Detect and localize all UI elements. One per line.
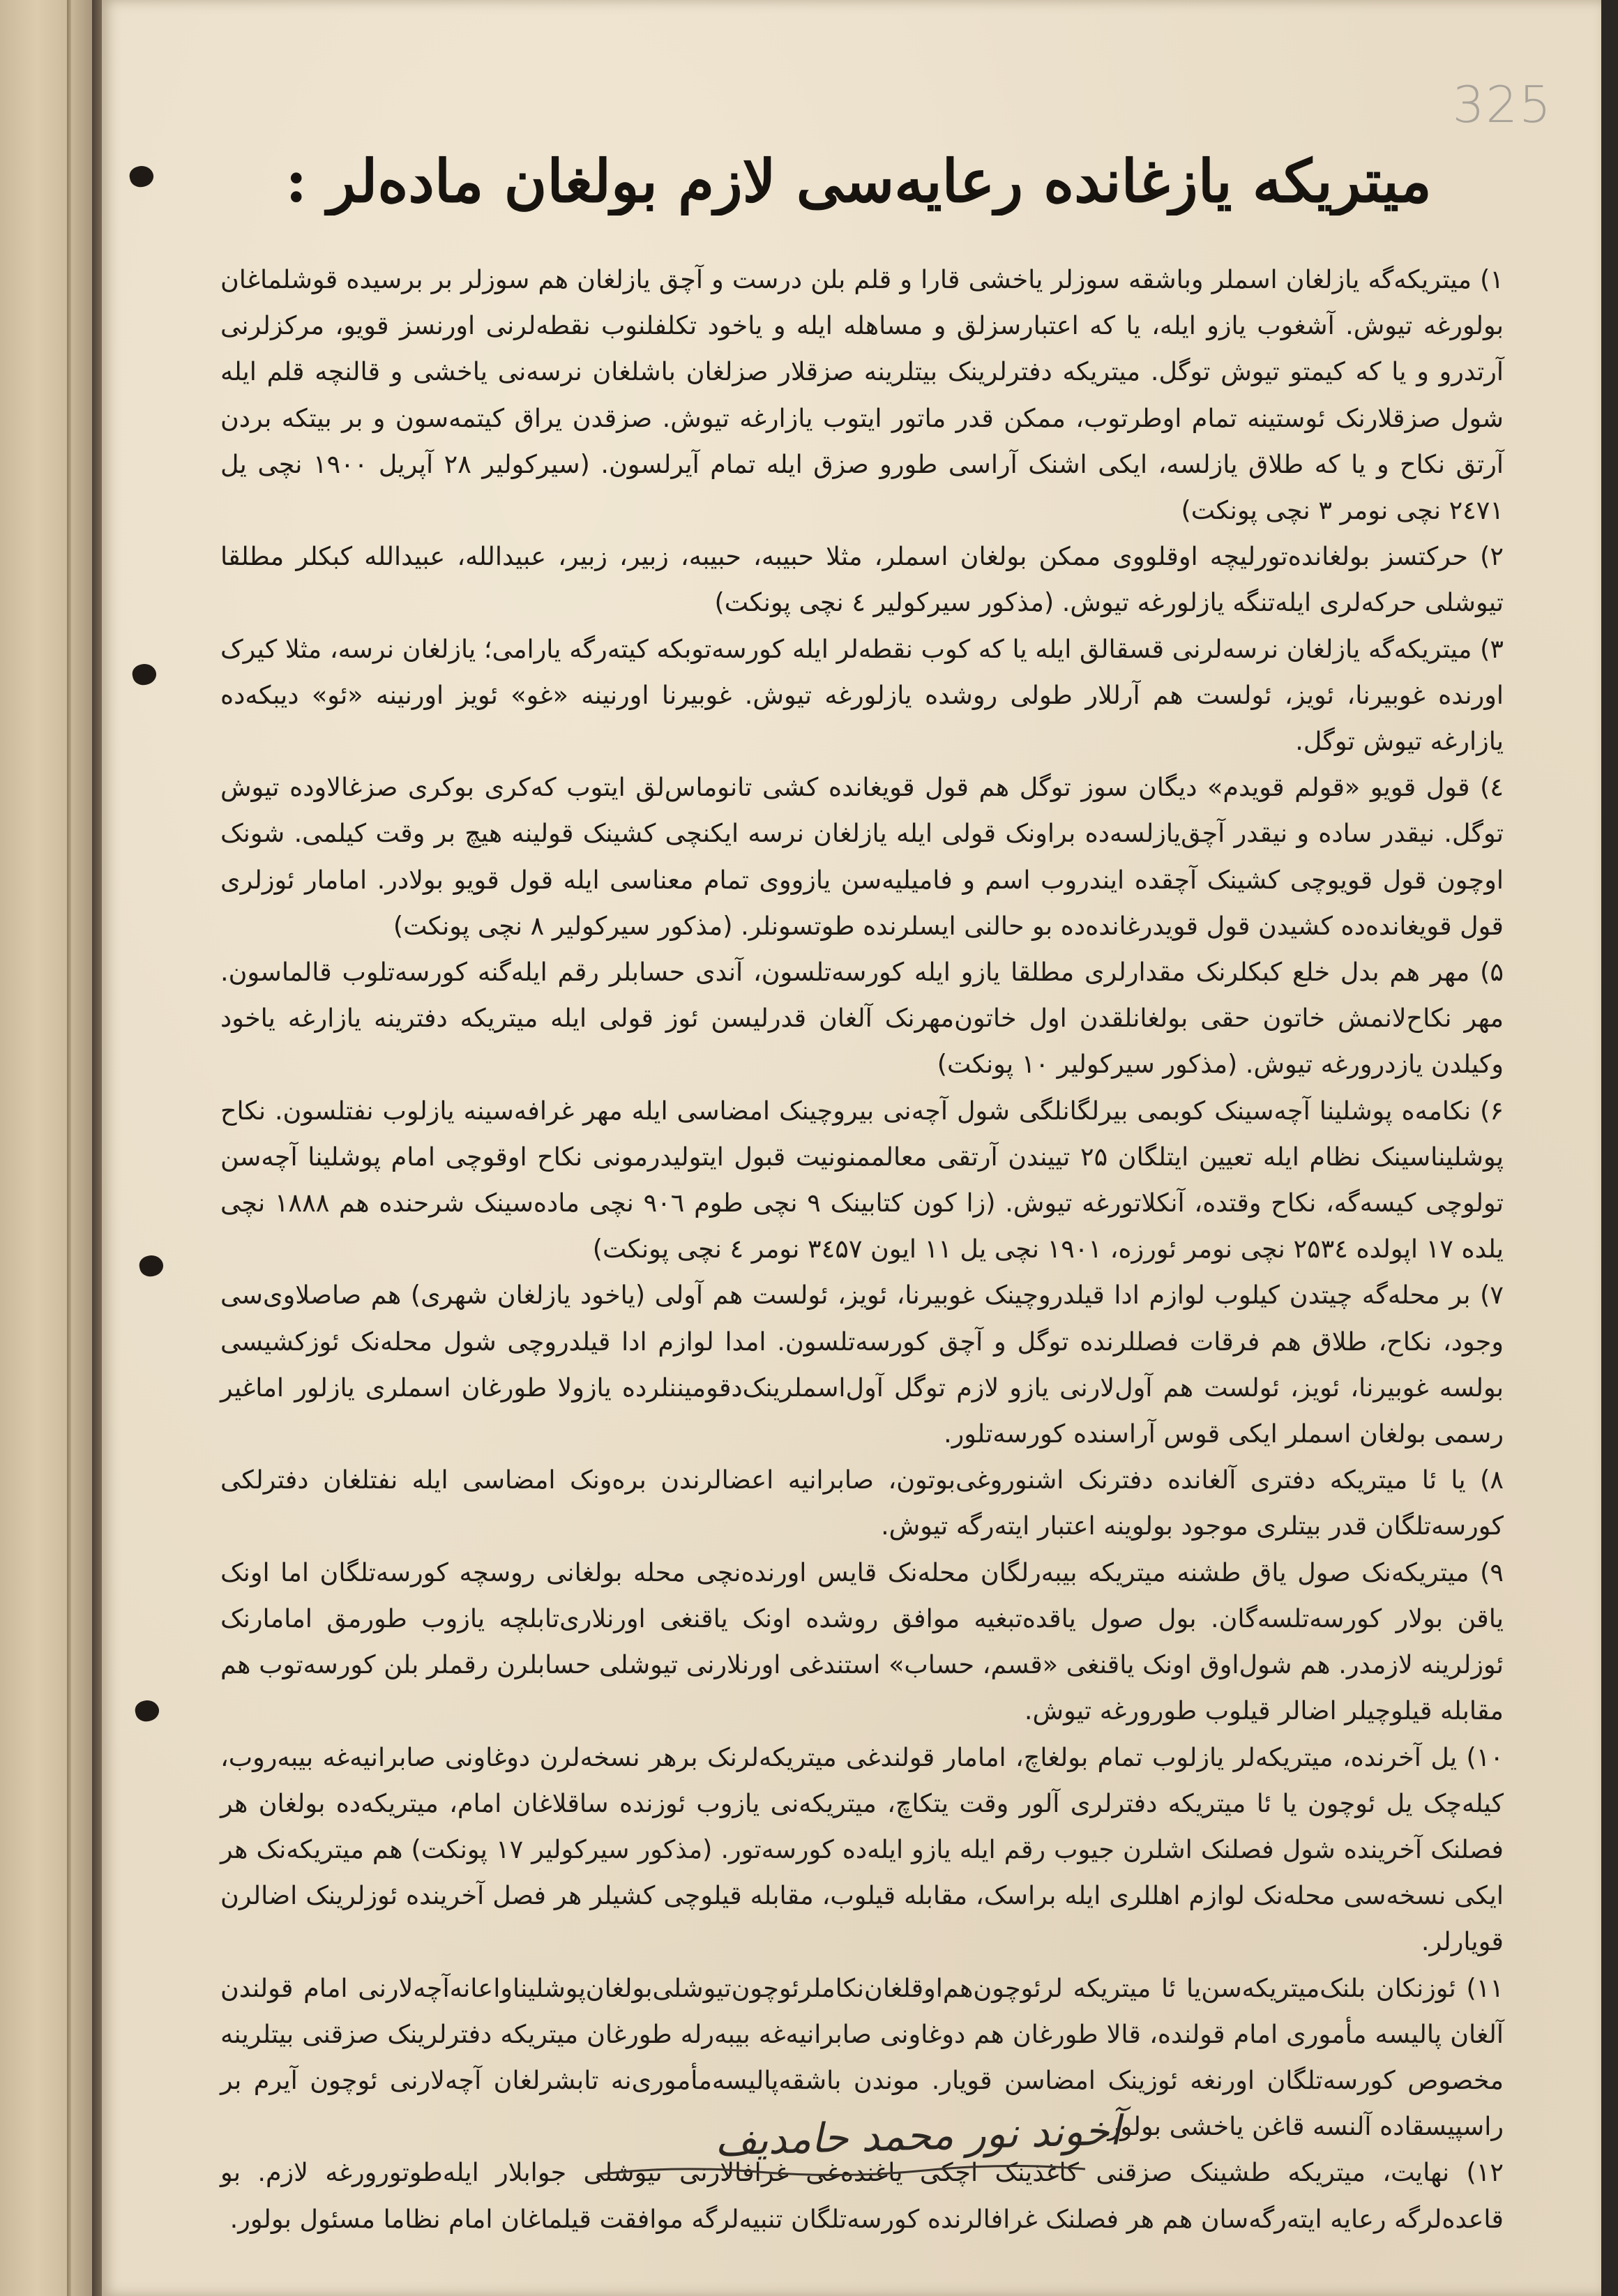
punch-hole-3 xyxy=(137,1253,165,1278)
document-title: میتریکه یازغانده رعایه‌سی لازم بولغان ماده‌لر : xyxy=(285,146,1432,216)
signature: آخوند نور محمد حامدیف xyxy=(714,2106,1121,2165)
page-number: 325 xyxy=(1452,75,1552,134)
paragraph-3: ۳) میتریکه‌گه یازلغان نرسه‌لرنی قسقالق ایله یا که کوب نقطه‌لر ایله کورسه‌توبکه کیته‌رگه یارامی؛ یازلغان نرسه، مثلا کیرک اورنده غوبیرنا، ئویز، ئولست هم آرللار طولی روشده یازلورغه تیوش. غوبیرنا اورنینه «غو» ئویز اورنینه «ئو» دیبکه‌ده یازارغه تیوش توگل. xyxy=(220,633,1504,757)
paragraph-5: ۵) مهر هم بدل خلع کبکلرنک مقدارلری مطلقا یازو ایله کورسه‌تلسون، آندی حسابلر رقم ایله‌گنه کورسه‌تلوب قالماسون. مهر نکاح‌لانمش خاتون حقی بولغانلقدن اول خاتون‌مهرنک آلغان قدرلیسن ئوز قولی ایله میتریکه دفترینه یازارغه یاخود وکیلدن یازدرورغه تیوش. (مذکور سیرکولیر ۱۰ پونکت) xyxy=(220,957,1504,1080)
paragraph-10: ۱۰) یل آخرنده، میتریکه‌لر یازلوب تمام بولغاچ، امامار قولندغی میتریکه‌لرنک برهر نسخه‌لرن دوغاونی صابرانیه‌غه بیبه‌روب، کیله‌چک یل ئوچون یا ئا میتریکه دفترلری آلور وقت یتکاچ، میتریکه‌نی یازوب ئوزنده ساقلاغان امام، میتریکه‌ده بولغان هر فصلنک آخرینده شول فصلنک اشلرن جیوب رقم ایله یازو ایله‌ده کورسه‌تور. (مذکور سیرکولیر ۱۷ پونکت) هم میتریکه‌نک هر ایکی نسخه‌سی محله‌نک لوازم اهللری ایله براسک، مقابله قیلوب، مقابله قیلوچی کشیلر هر فصل آخرینده ئوزلرینک اضالرن قویارلر. xyxy=(220,1742,1504,1957)
previous-page-edge xyxy=(0,0,92,2296)
document-body xyxy=(220,257,1504,2242)
paragraph-7: ۷) بر محله‌گه چیتدن کیلوب لوازم ادا قیلدروچینک غوبیرنا، ئویز، ئولست هم آولی (یاخود یازلغان شهری) هم صاصلاوی‌سی وجود، نکاح، طلاق هم فرقات فصللرنده توگل و آچق کورسه‌تلسون. امدا لوازم ادا قیلدروچی شول محله‌نک ئوزکشیسی بولسه غوبیرنا، ئویز، ئولست هم آول‌لارنی یازو لازم توگل آول‌اسملرینک‌دقومیننلرده یازولا طورغان اسملری یازلور اماغیر رسمی بولغان اسملر ایکی قوس آراسنده کورسه‌تلور. xyxy=(220,1280,1504,1449)
signature-flourish xyxy=(590,2162,1092,2183)
paragraph-2: ۲) حرکتسز بولغانده‌تورلیچه اوقلووی ممکن بولغان اسملر، مثلا حبیبه، حبیبه، زبیر، زبیر، عبیدالله، عبیدالله کبکلر مطلقا تیوشلی حرکه‌لری ایله‌تنگه یازلورغه تیوش. (مذکور سیرکولیر ٤ نچی پونکت) xyxy=(220,541,1504,618)
punch-hole-1 xyxy=(128,164,155,189)
paragraph-8: ۸) یا ئا میتریکه دفتری آلغانده دفترنک اشنوروغی‌بوتون، صابرانیه اعضالرندن بره‌ونک امضاسی ایله نفتلغان دفترلکی کورسه‌تلگان قدر بیتلری موجود بولوینه اعتبار ایته‌رگه تیوش. xyxy=(220,1465,1504,1541)
paragraph-6: ۶) نکامه‌ه پوشلینا آچه‌سینک کوبمی بیرلگانلگی شول آچه‌نی بیروچینک امضاسی ایله مهر غرافه‌سینه یازلوب نفتلسون. نکاح پوشلیناسینک نظام ایله تعیین ایتلگان ۲۵ تییندن آرتقی معالممنونیت قبول ایتولیدرمونی نکاح اوقوچی امام پوشلینا آچه‌سن تولوچی کیسه‌گه، نکاح وقتده، آنکلاتورغه تیوش. (زا کون کتابینک ۹ نچی طوم ۹۰٦ نچی ماده‌سینک شرحنده هم ۱۸۸۸ نچی یلده ۱۷ اپولده ۲۵۳٤ نچی نومر ئورزه، ۱۹۰۱ نچی یل ۱۱ ایون ۳٤۵۷ نومر ٤ نچی پونکت) xyxy=(220,1095,1504,1264)
paragraph-12: ۱۲) نهایت، میتریکه طشینک صزقنی کاغذینک اچکی یاغنده‌غی غرافالارنی تیوشلی جوابلار ایله‌طوتورورغه لازم. بو قاعده‌لرگه رعایه ایته‌رگه‌سان هم هر فصلنک غرافالرنده کورسه‌تلگان تنبیه‌لرگه موافقت قیلماغان امام نظاما مسئول بولور. xyxy=(220,2157,1504,2234)
punch-hole-2 xyxy=(130,662,158,687)
paragraph-1: ۱) میتریکه‌گه یازلغان اسملر وباشقه سوزلر یاخشی قارا و قلم بلن درست و آچق یازلغان هم سوزلر بر برسیده قوشلماغان بولورغه تیوش. آشغوب یازو ایله، یا که اعتبارسزلق و مساهله ایله و یاخود تکلفلنوب نقطه‌لرنی اورنسز قویو، مرکزلرنی آرتدرو و یا که کیمتو تیوش توگل. میتریکه دفترلرینک بیتلرینه صزقلار صزلغان باشلغان نرسه‌نی یاخشی و قالنچه قلم ایله شول صزقلارنک ئوستینه تمام اوطرتوب، ممکن قدر ماتور ایتوب یازارغه تیوش. صزقدن یراق کیتمه‌سون و بر بیتکه بردن آرتق نکاح و یا که طلاق یازلسه، ایکی اشنک آراسی طورو صزق ایله تمام آیرلسون. (سیرکولیر ۲۸ آپریل ۱۹۰۰ نچی یل ۲٤۷۱ نچی نومر ۳ نچی پونکت) xyxy=(220,264,1504,526)
punch-hole-4 xyxy=(133,1698,160,1723)
page-gutter xyxy=(92,0,102,2296)
binding-fold xyxy=(67,0,71,2296)
paragraph-9: ۹) میتریکه‌نک صول یاق طشنه میتریکه بیبه‌رلگان محله‌نک قایس اورنده‌نچی محله بولغانی روسچه کورسه‌تلگان اما اونک یاقن بولار کورسه‌تلسه‌گان. بول صول یاقده‌تبغیه موافق روشده اونک یاقنغی اورنلاری‌تابلچه یازوب طورمق امامارنک ئوزلرینه لازمدر. هم شول‌اوق اونک یاقنغی «قسم، حساب» استندغی اورنلارنی تیوشلی حسابلرن رقملر بلن کورسه‌توب هم مقابله قیلوچیلر اضالر قیلوب طورورغه تیوش. xyxy=(220,1557,1504,1726)
document-page xyxy=(102,0,1601,2296)
paragraph-11: ۱۱) ئوزنکان بلنک‌میتریکه‌سن‌یا ئا میتریکه لرئوچون‌هم‌اوقلغان‌نکاملرئوچون‌تیوشلی‌بولغان‌پوشلیناواعانه‌آچه‌لارنی امام قولندن آلغان پالیسه مأموری امام قولنده، قالا طورغان هم دوغاونی صابرانیه‌غه بیبه‌رله طورغان میتریکه دفترلرینک صزقنی بیتلرینه مخصوص کورسه‌تلگان اورنغه ئوزینک امضاسن قویار. موندن باشقه‌پالیسه‌مأموری‌نه تابشرلغان آچه‌لارنی ئوچون آیرم بر راسپیسقاده آلنسه قاغن یاخشی بولور. xyxy=(220,1972,1504,2142)
paragraph-4: ٤) قول قویو «قولم قویدم» دیگان سوز توگل هم قول قویغانده کشی تانوماس‌لق ایتوب که‌کری بوکری صزغالاوده تیوش توگل. نیقدر ساده و نیقدر آچق‌یازلسه‌ده براونک قولی ایله یازلغان نرسه ایکنچی کشینک قولینه هیچ بر وقت کیلمی. شونک اوچون قول قویوچی کشینک آچقده ایندروب اسم و فامیلیه‌سن یازووی تمام معناسی ایله قول قویو بولادر. امامار ئوزلری قول قویغانده‌ده کشیدن قول قویدرغانده‌ده بو حالنی ایسلرنده طوتسونلر. (مذکور سیرکولیر ۸ نچی پونکت) xyxy=(220,772,1504,941)
